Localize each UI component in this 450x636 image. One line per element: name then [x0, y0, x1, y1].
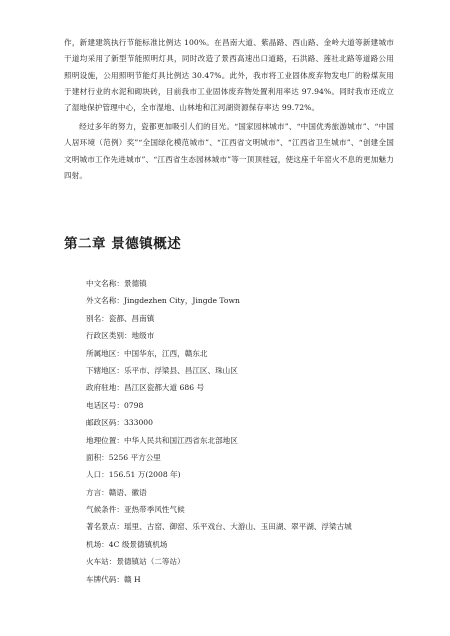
- intro-paragraph-2-text: 经过多年的努力，瓷都更加吸引人们的目光。“国家园林城市”、“中国优秀旅游城市”、“中国人居环境（范例）奖”“全国绿化模范城市”、“江西省文明城市”、“江西省卫生城市”、“创建全国文明城市工作先进城市”、“江西省生态园林城市”等一顶顶桂冠，使这座千年窑火不息的更加魅力四射。: [64, 122, 394, 180]
- facts-list: [86, 275, 386, 588]
- fact-subdivisions: 下辖地区：乐平市、浮梁县、昌江区、珠山区: [86, 365, 238, 375]
- fact-dialect: 方言：赣语、徽语: [86, 487, 147, 497]
- fact-airport: 机场：4C 级景德镇机场: [86, 539, 168, 549]
- fact-government-seat: 政府驻地：昌江区瓷都大道 686 号: [86, 383, 205, 393]
- chapter-title: 第二章 景德镇概述: [64, 236, 182, 252]
- fact-attractions: 著名景点：瑶里、古窑、御窑、乐平戏台、大游山、玉田湖、翠平湖、浮梁古城: [86, 522, 352, 532]
- fact-postal-code: 邮政区码：333000: [86, 418, 153, 428]
- fact-railway-station: 火车站：景德镇站（二等站）: [86, 557, 185, 567]
- fact-climate: 气候条件：亚热带季风性气候: [86, 505, 185, 515]
- fact-foreign-name: 外文名称：Jingdezhen City，Jingde Town: [86, 296, 240, 306]
- fact-admin-type: 行政区类别：地级市: [86, 331, 155, 341]
- fact-area-code: 电话区号：0798: [86, 400, 144, 410]
- fact-area: 面积：5256 平方公里: [86, 452, 161, 462]
- fact-location: 地理位置：中华人民共和国江西省东北部地区: [86, 435, 238, 445]
- fact-alias: 别名：瓷都、昌南镇: [86, 313, 155, 323]
- intro-paragraph-1: 作，新建建筑执行节能标准比例达 100%。在昌南大道、紫晶路、西山路、金岭大道等新建城市干道均采用了新型节能照明灯具，同时改造了景西高速出口道路，石洪路、莲社北路等道路公用照明设施，公用照明节能灯具比例达 30.47%。此外，我市将工业固体废弃物发电厂的粉煤灰用于建材行业的水泥和砌块砖，目前我市工业固体废弃物处置利用率达 97.94%。同时我市还成立了湿地保护管理中心，全市湿地、山林地和江河湖资源保存率达 99.72%。: [64, 38, 394, 113]
- intro-paragraph-2: [64, 119, 394, 184]
- fact-region: 所属地区：中国华东，江西，赣东北: [86, 348, 208, 358]
- fact-chinese-name: 中文名称：景德镇: [86, 279, 147, 288]
- fact-population: 人口：156.51 万(2008 年): [86, 470, 181, 480]
- fact-plate-code: 车牌代码：赣 H: [86, 574, 141, 584]
